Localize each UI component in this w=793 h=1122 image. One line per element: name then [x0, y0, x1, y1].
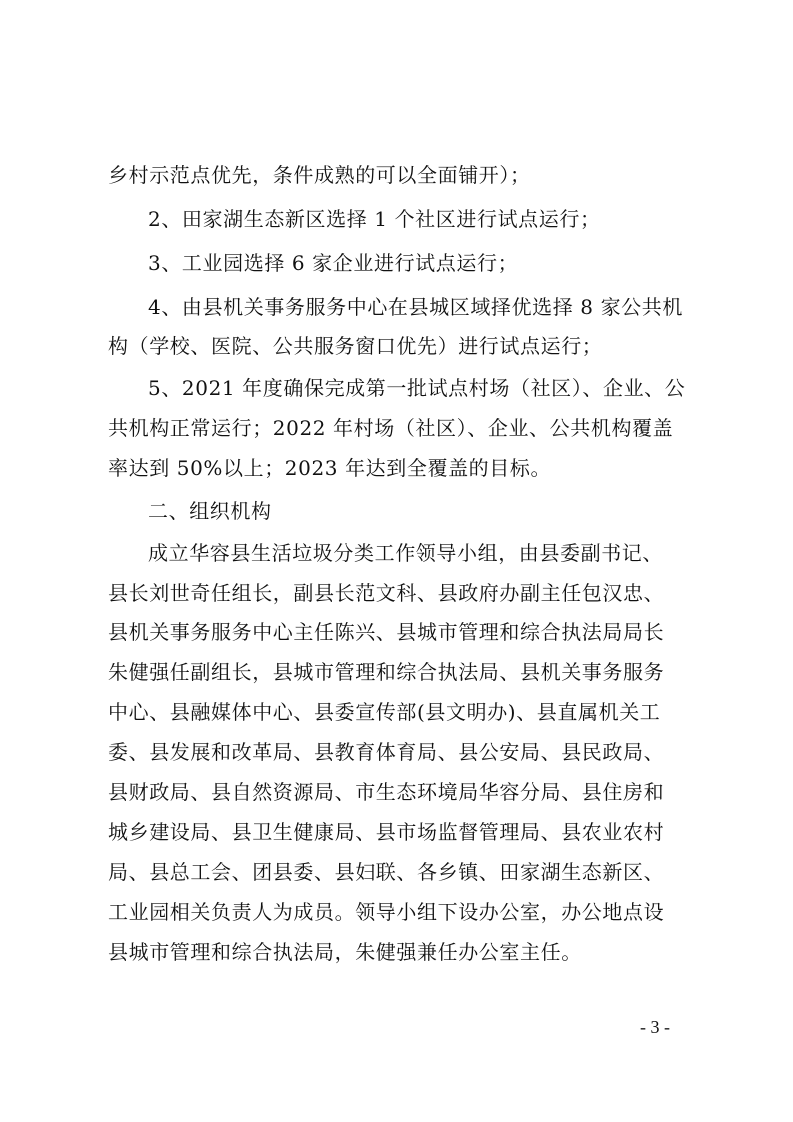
- item-4-text: 4、由县机关事务服务中心在县城区域择优选择 8 家公共机: [148, 295, 683, 319]
- paragraph-line-6: 委、县发展和改革局、县教育体育局、县公安局、县民政局、: [108, 740, 665, 764]
- paragraph-line-5: 中心、县融媒体中心、县委宣传部(县文明办)、县直属机关工: [108, 700, 661, 724]
- paragraph-line-11: 县城市管理和综合执法局，朱健强兼任办公室主任。: [108, 940, 582, 964]
- paragraph-line-4: 朱健强任副组长，县城市管理和综合执法局、县机关事务服务: [108, 660, 665, 684]
- text-line-1: 乡村示范点优先，条件成熟的可以全面铺开）；: [108, 163, 531, 187]
- paragraph-line-2: 县长刘世奇任组长，副县长范文科、县政府办副主任包汉忠、: [108, 581, 665, 605]
- paragraph-line-1: 成立华容县生活垃圾分类工作领导小组，由县委副书记、: [148, 541, 663, 565]
- paragraph-line-8: 城乡建设局、县卫生健康局、县市场监督管理局、县农业农村: [108, 820, 665, 844]
- item-3-text: 3、工业园选择 6 家企业进行试点运行；: [148, 251, 519, 275]
- paragraph-line-7: 县财政局、县自然资源局、市生态环境局华容分局、县住房和: [108, 780, 665, 804]
- item-5-continued-1: 共机构正常运行；2022 年村场（社区）、企业、公共机构覆盖: [108, 416, 674, 440]
- paragraph-line-10: 工业园相关负责人为成员。领导小组下设办公室，办公地点设: [108, 900, 665, 924]
- item-5-continued-2: 率达到 50%以上；2023 年达到全覆盖的目标。: [108, 456, 552, 480]
- section-heading-organization: 二、组织机构: [148, 499, 272, 523]
- paragraph-line-9: 局、县总工会、团县委、县妇联、各乡镇、田家湖生态新区、: [108, 860, 665, 884]
- item-4-continued: 构（学校、医院、公共服务窗口优先）进行试点运行；: [108, 334, 603, 358]
- item-5-text: 5、2021 年度确保完成第一批试点村场（社区）、企业、公: [148, 376, 686, 400]
- page-number: - 3 -: [640, 1017, 670, 1037]
- item-2-text: 2、田家湖生态新区选择 1 个社区进行试点运行；: [148, 207, 601, 231]
- paragraph-line-3: 县机关事务服务中心主任陈兴、县城市管理和综合执法局局长: [108, 620, 665, 644]
